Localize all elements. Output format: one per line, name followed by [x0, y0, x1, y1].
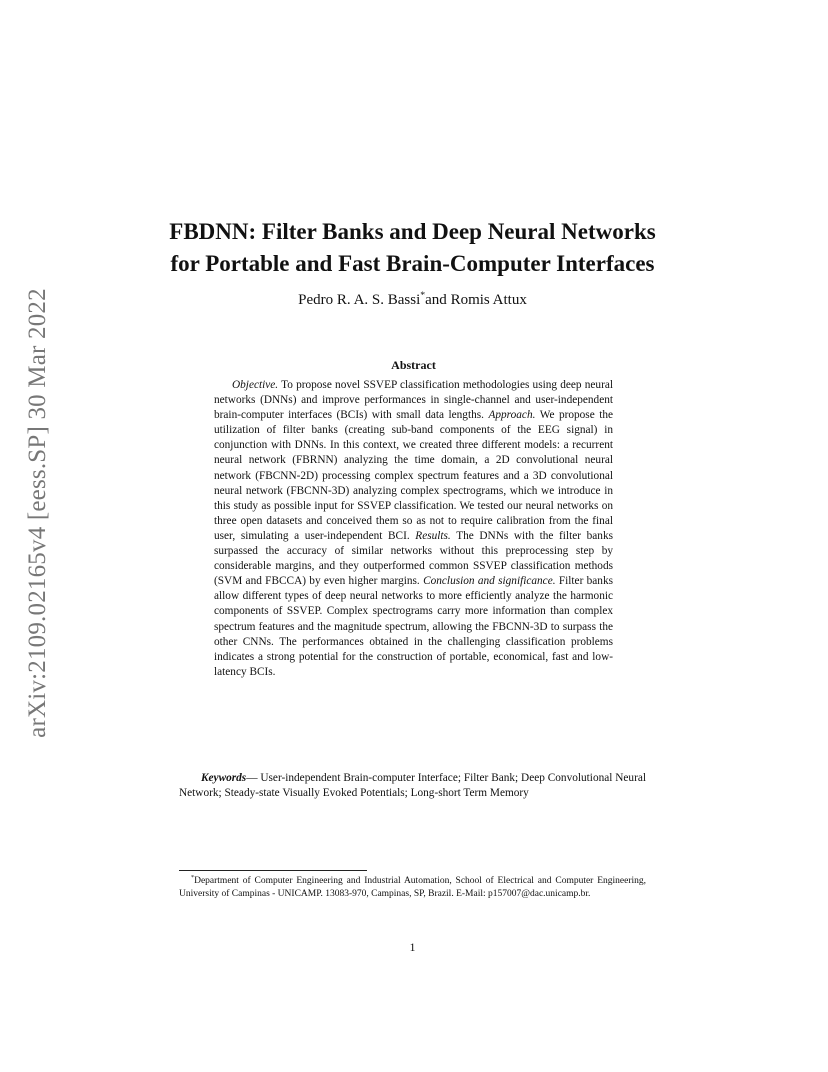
footnote-mark: *	[191, 874, 195, 881]
abstract-heading: Abstract	[391, 358, 436, 372]
keywords-text: User-independent Brain-computer Interface; Filter Bank; Deep Convolutional Neural Network; Steady-state Visually Evoked Potentials; Long-short Term Memory	[179, 772, 646, 800]
arxiv-sidebar	[8, 281, 68, 745]
footnote-rule	[179, 870, 367, 871]
approach-text: We propose the utilization of filter banks (creating sub-band components of the EEG signal) in conjunction with DNNs. In this context, we created three different models: a recurrent neural network (FBRNN) analyzing the time domain, a 2D convolutional neural network (FBCNN-2D) processing complex spectrum features and a 3D convolutional neural network (FBCNN-3D) analyzing complex spectrograms, which we introduce in this study as possible input for SSVEP classification. We tested our neural networks on three open datasets and conceived them so as not to require calibration from the final user, simulating a user-independent BCI.	[214, 409, 613, 542]
title-line-2: for Portable and Fast Brain-Computer Interfaces	[170, 251, 655, 276]
page-number: 1	[409, 940, 416, 954]
objective-label: Objective.	[232, 379, 279, 391]
footnote	[179, 875, 646, 902]
title-line-1: FBDNN: Filter Banks and Deep Neural Networks	[169, 219, 656, 244]
paper-title	[160, 216, 665, 280]
results-label: Results.	[415, 529, 451, 542]
abstract-body	[214, 378, 613, 680]
keywords	[179, 771, 646, 801]
conclusion-text: Filter banks allow different types of deep neural networks to more efficiently analyze the harmonic components of SSVEP. Complex spectrograms carry more information than complex spectrum features and the magnitude spectrum, allowing the FBCNN-3D to surpass the other CNNs. The performances obtained in the challenging classification problems indicates a strong potential for the construction of portable, economical, fast and low-latency BCIs.	[214, 575, 614, 678]
author-join: and	[425, 292, 447, 308]
results-text: The DNNs with the filter banks surpassed the accuracy of similar networks without this preprocessing step by considerable margins, and they outperformed common SSVEP classification methods (SVM and FBCCA) by even higher margins.	[214, 529, 613, 588]
conclusion-label: Conclusion and significance.	[423, 575, 556, 588]
footnote-text: Department of Computer Engineering and Industrial Automation, School of Electrical and Computer Engineering, University of Campinas - UNICAMP. 13083-970, Campinas, SP, Brazil. E-Mail: p157007@dac.unicamp.br.	[179, 876, 646, 900]
keywords-label: Keywords	[201, 772, 247, 784]
keywords-separator: —	[246, 772, 261, 784]
arxiv-stamp[interactable]: arXiv:2109.02165v4 [eess.SP] 30 Mar 2022	[24, 288, 51, 738]
author-list	[160, 292, 665, 309]
objective-text: To propose novel SSVEP classification methodologies using deep neural networks (DNNs) and improve performances in single-channel and user-independent brain-computer interfaces (BCIs) with small data lengths.	[214, 379, 613, 422]
approach-label: Approach.	[488, 409, 536, 422]
author-1-footnote-mark[interactable]: *	[420, 290, 426, 301]
author-2: Romis Attux	[450, 292, 527, 308]
author-1: Pedro R. A. S. Bassi	[298, 292, 421, 308]
